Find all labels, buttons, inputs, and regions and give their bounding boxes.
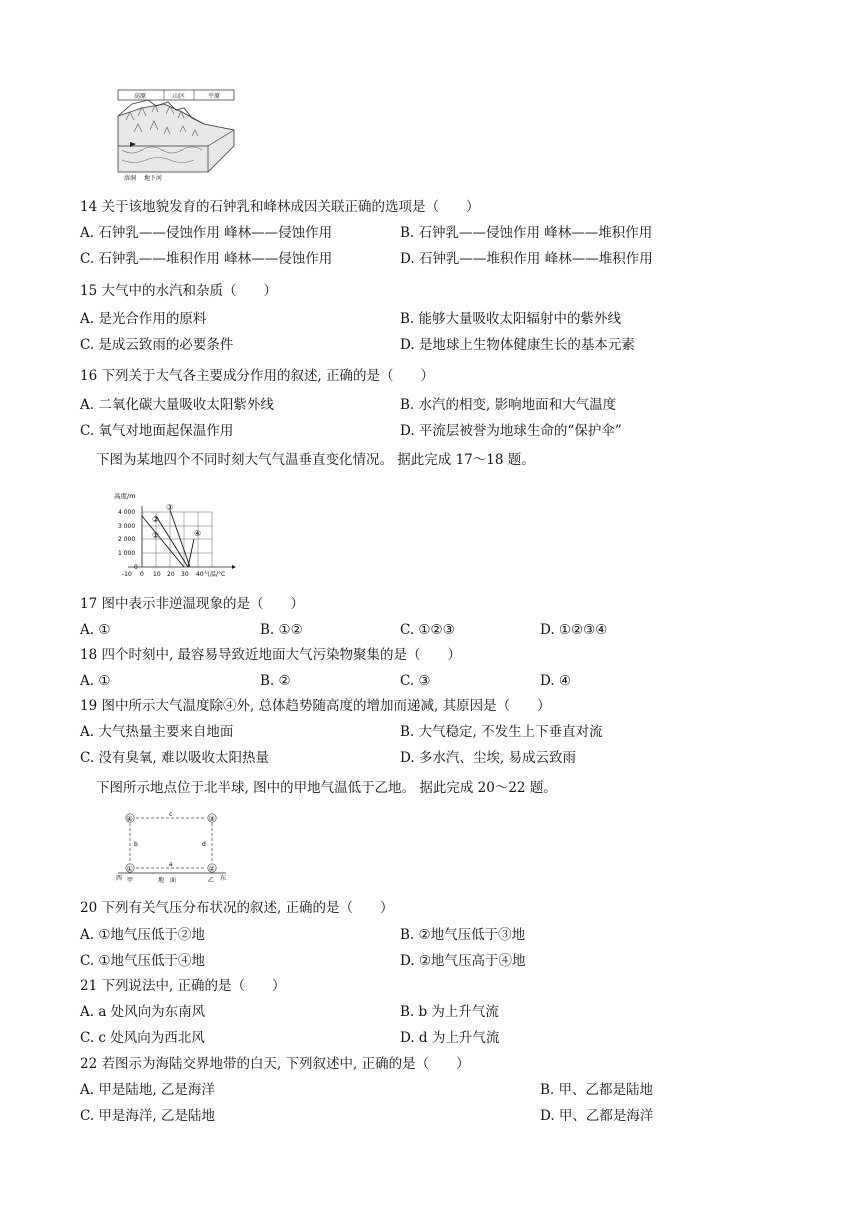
x-tick: 30: [181, 571, 189, 578]
option-b[interactable]: B. 甲、乙都是陆地: [540, 1082, 654, 1098]
x-tick: 40: [196, 571, 204, 578]
arrow-c: c: [169, 811, 173, 818]
y-tick: 0: [134, 564, 138, 571]
option-a[interactable]: A. a 处风向为东南风: [80, 1004, 206, 1020]
option-c[interactable]: C. 石钟乳——堆积作用 峰林——侵蚀作用: [80, 251, 333, 267]
question-21-options-row2: [80, 1028, 780, 1048]
option-b[interactable]: B. ②地气压低于③地: [400, 927, 526, 943]
option-b[interactable]: B. 大气稳定, 不发生上下垂直对流: [400, 724, 603, 740]
question-15-options-row2: [80, 335, 780, 355]
x-tick: 10: [153, 571, 161, 578]
x-tick: 20: [167, 571, 175, 578]
option-d[interactable]: D. 多水汽、尘埃, 易成云致雨: [400, 750, 577, 766]
temperature-profile-figure: [108, 490, 248, 580]
y-tick: 1 000: [118, 550, 136, 557]
question-17-options: [80, 620, 780, 640]
y-tick: 4 000: [118, 509, 136, 516]
question-14-options-row1: [80, 223, 780, 243]
option-d[interactable]: D. 是地球上生物体健康生长的基本元素: [400, 337, 635, 353]
curve-label-4: ④: [194, 529, 202, 538]
option-b[interactable]: B. ②: [260, 673, 291, 689]
question-22-stem: 22 若图示为海陆交界地带的白天, 下列叙述中, 正确的是（ ）: [80, 1056, 470, 1072]
option-d[interactable]: D. d 为上升气流: [400, 1030, 500, 1046]
label-mountain: 山区: [172, 93, 186, 100]
curve-label-1: ①: [152, 531, 160, 540]
x-tick: 0: [140, 571, 144, 578]
question-18-stem: 18 四个时刻中, 最容易导致近地面大气污染物聚集的是（ ）: [80, 647, 462, 663]
question-16-options-row2: [80, 421, 780, 441]
option-b[interactable]: B. 石钟乳——侵蚀作用 峰林——堆积作用: [400, 225, 653, 241]
point-2: ②: [208, 865, 215, 873]
x-axis-label: 气温/°C: [204, 571, 226, 578]
thermal-circulation-figure: [114, 810, 234, 888]
option-b[interactable]: B. b 为上升气流: [400, 1004, 499, 1020]
curve-1: [142, 516, 184, 567]
question-19-options-row1: [80, 722, 780, 742]
question-15-options-row1: [80, 309, 780, 329]
intro-17-18: 下图为某地四个不同时刻大气气温垂直变化情况。 据此完成 17～18 题。: [96, 452, 535, 468]
option-b[interactable]: B. ①②: [260, 622, 303, 638]
jia-label: 甲: [127, 877, 134, 884]
arrow-b: b: [134, 841, 138, 848]
option-c[interactable]: C. 氧气对地面起保温作用: [80, 423, 234, 439]
option-c[interactable]: C. ③: [400, 673, 431, 689]
option-c[interactable]: C. 甲是海洋, 乙是陆地: [80, 1108, 216, 1124]
ground-label: 地 面: [158, 877, 177, 884]
x-tick: -10: [122, 571, 132, 578]
question-16-stem: 16 下列关于大气各主要成分作用的叙述, 正确的是（ ）: [80, 368, 435, 384]
question-21-options-row1: [80, 1002, 780, 1022]
question-20-options-row2: [80, 951, 780, 971]
curve-3: [170, 510, 190, 567]
question-20-options-row1: [80, 925, 780, 945]
west-label: 西: [116, 875, 123, 882]
option-a[interactable]: A. 二氧化碳大量吸收太阳紫外线: [80, 397, 274, 413]
point-4: ④: [126, 815, 133, 823]
option-a[interactable]: A. ①: [80, 622, 111, 638]
option-d[interactable]: D. ①②③④: [540, 622, 608, 638]
option-a[interactable]: A. 石钟乳——侵蚀作用 峰林——侵蚀作用: [80, 225, 333, 241]
label-cave: 溶洞: [124, 175, 137, 182]
option-a[interactable]: A. 是光合作用的原料: [80, 311, 207, 327]
question-16-options-row1: [80, 395, 780, 415]
label-plateau: 高原: [133, 93, 147, 100]
label-plain: 平原: [207, 93, 221, 100]
option-d[interactable]: D. ②地气压高于④地: [400, 953, 526, 969]
option-c[interactable]: C. 没有臭氧, 难以吸收太阳热量: [80, 750, 270, 766]
arrow-a: a: [169, 861, 173, 868]
option-b[interactable]: B. 水汽的相变, 影响地面和大气温度: [400, 397, 617, 413]
point-3: ③: [208, 815, 215, 823]
option-c[interactable]: C. ①②③: [400, 622, 455, 638]
y-tick: 3 000: [118, 523, 136, 530]
option-a[interactable]: A. 甲是陆地, 乙是海洋: [80, 1082, 215, 1098]
question-22-options-row1: [80, 1080, 780, 1100]
question-20-stem: 20 下列有关气压分布状况的叙述, 正确的是（ ）: [80, 900, 394, 916]
question-19-options-row2: [80, 748, 780, 768]
question-22-options-row2: [80, 1106, 780, 1126]
question-21-stem: 21 下列说法中, 正确的是（ ）: [80, 978, 286, 994]
option-c[interactable]: C. 是成云致雨的必要条件: [80, 337, 234, 353]
curve-label-2: ②: [152, 515, 160, 524]
curve-2: [156, 516, 188, 567]
question-15-stem: 15 大气中的水汽和杂质（ ）: [80, 283, 277, 299]
option-a[interactable]: A. 大气热量主要来自地面: [80, 724, 234, 740]
point-1: ①: [126, 865, 133, 873]
y-axis-label: 高度/m: [114, 492, 136, 500]
option-c[interactable]: C. c 处风向为西北风: [80, 1030, 205, 1046]
option-a[interactable]: A. ①: [80, 673, 111, 689]
question-14-stem: 14 关于该地貌发育的石钟乳和峰林成因关联正确的选项是（ ）: [80, 199, 480, 215]
question-14-options-row2: [80, 249, 780, 269]
yi-label: 乙: [208, 877, 215, 884]
question-19-stem: 19 图中所示大气温度除④外, 总体趋势随高度的增加而递减, 其原因是（ ）: [80, 698, 551, 714]
y-tick: 2 000: [118, 536, 136, 543]
intro-20-22: 下图所示地点位于北半球, 图中的甲地气温低于乙地。 据此完成 20～22 题。: [96, 780, 557, 796]
option-d[interactable]: D. 平流层被誉为地球生命的“保护伞”: [400, 423, 622, 439]
question-17-stem: 17 图中表示非逆温现象的是（ ）: [80, 596, 304, 612]
option-a[interactable]: A. ①地气压低于②地: [80, 927, 205, 943]
option-d[interactable]: D. 甲、乙都是海洋: [540, 1108, 654, 1124]
arrow-d: d: [202, 841, 206, 848]
option-d[interactable]: D. 石钟乳——堆积作用 峰林——堆积作用: [400, 251, 653, 267]
option-d[interactable]: D. ④: [540, 673, 572, 689]
label-underground-river: 地下河: [144, 175, 163, 182]
curve-label-3: ③: [166, 503, 174, 512]
question-18-options: [80, 671, 780, 691]
karst-landform-figure: [112, 86, 240, 184]
option-c[interactable]: C. ①地气压低于④地: [80, 953, 206, 969]
option-b[interactable]: B. 能够大量吸收太阳辐射中的紫外线: [400, 311, 622, 327]
east-label: 东: [220, 875, 227, 882]
